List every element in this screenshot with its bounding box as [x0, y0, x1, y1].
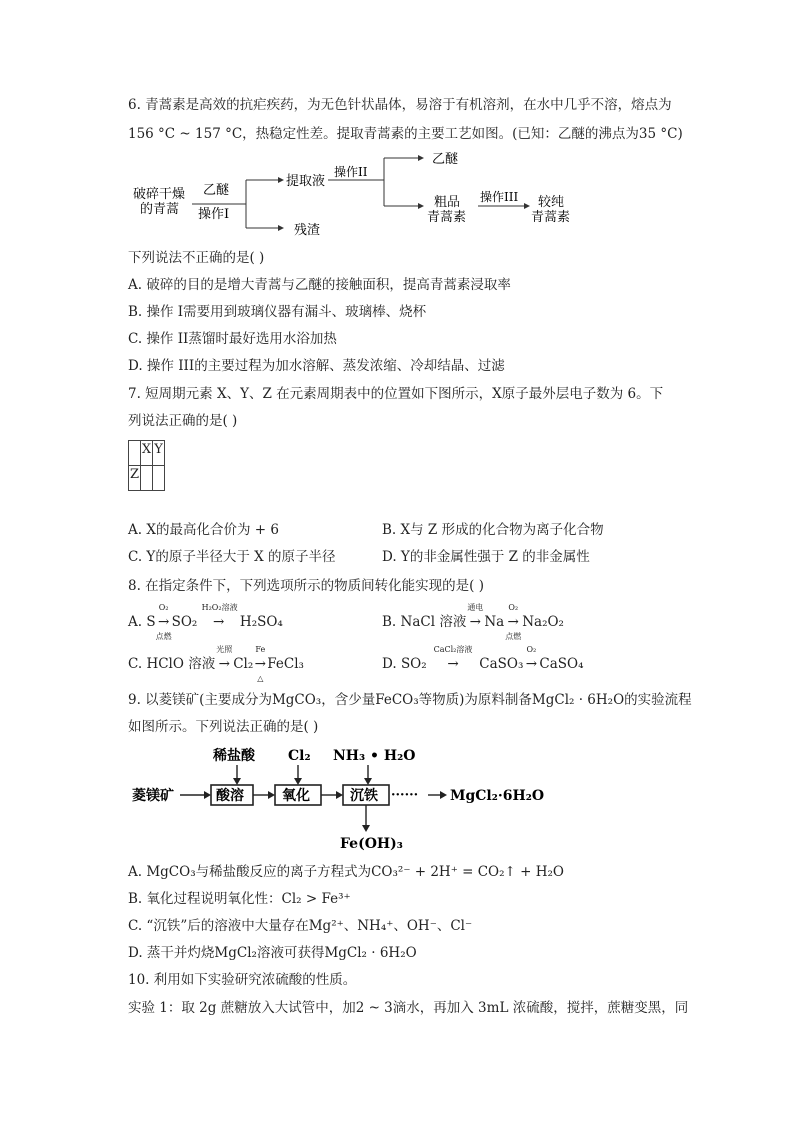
q6-flow-diagram	[128, 150, 588, 240]
reagent-nh3: NH₃ • H₂O	[333, 748, 416, 764]
reagent-hcl: 稀盐酸	[213, 748, 255, 764]
cell-y: Y	[153, 441, 165, 466]
q9-stem-line2: 如图所示。下列说法正确的是( )	[128, 719, 319, 735]
q7-option-c: C. Y的原子半径大于 X 的原子半径	[128, 549, 336, 565]
flow-pure-line1: 较纯	[538, 195, 565, 210]
flow-op1: 操作I	[198, 207, 230, 222]
flow-op3: 操作III	[480, 190, 519, 204]
flow-ether: 乙醚	[432, 152, 459, 167]
q6-option-d: D. 操作 III的主要过程为加水溶解、蒸发浓缩、冷却结晶、过滤	[128, 358, 505, 374]
periodic-table-fragment	[128, 440, 165, 491]
q7-option-a: A. X的最高化合价为 + 6	[128, 522, 279, 538]
box-acid-dissolve: 酸溶	[216, 788, 244, 804]
cell-z: Z	[129, 466, 141, 491]
q10-experiment1: 实验 1：取 2g 蔗糖放入大试管中，加2 ~ 3滴水，再加入 3mL 浓硫酸，搅拌，蔗糖变黑，同	[128, 1000, 689, 1016]
flow-start-line2: 的青蒿	[140, 202, 180, 217]
q6-stem-line1: 6. 青蒿素是高效的抗疟疾药，为无色针状晶体，易溶于有机溶剂，在水中几乎不溶，熔点为	[128, 97, 672, 113]
q6-stem-line2: 156 °C ~ 157 °C，热稳定性差。提取青蒿素的主要工艺如图。(已知：乙醚的沸点为35 °C)	[128, 126, 683, 142]
flow-extract: 提取液	[286, 174, 326, 189]
q7-option-d: D. Y的非金属性强于 Z 的非金属性	[382, 549, 590, 565]
flow-pure-line2: 青蒿素	[531, 210, 571, 225]
cell-empty	[129, 441, 141, 466]
q9-option-d: D. 蒸干并灼烧MgCl₂溶液可获得MgCl₂ · 6H₂O	[128, 945, 417, 961]
q9-flow-diagram	[128, 740, 548, 855]
reagent-cl2: Cl₂	[288, 748, 311, 764]
q6-option-b: B. 操作 I需要用到玻璃仪器有漏斗、玻璃棒、烧杯	[128, 304, 427, 320]
q10-stem: 10. 利用如下实验研究浓硫酸的性质。	[128, 972, 357, 988]
flow-crude-line1: 粗品	[434, 195, 461, 210]
flow-residue: 残渣	[294, 223, 321, 238]
box-oxidize: 氧化	[282, 788, 310, 804]
cell-empty	[141, 466, 153, 491]
q7-option-b: B. X与 Z 形成的化合物为离子化合物	[382, 522, 604, 538]
q6-option-c: C. 操作 II蒸馏时最好选用水浴加热	[128, 331, 337, 347]
q8-option-b: B. NaCl 溶液 通电 → Na O₂ → 点燃 Na₂O₂	[382, 603, 564, 641]
q9-option-c: C. “沉铁”后的溶液中大量存在Mg²⁺、NH₄⁺、OH⁻、Cl⁻	[128, 918, 473, 934]
cell-empty	[153, 466, 165, 491]
q7-stem-line2: 列说法正确的是( )	[128, 413, 238, 429]
raw-material: 菱镁矿	[132, 788, 174, 804]
q8-option-a: A. S O₂ → 点燃 SO₂ H₂O₂溶液 → H₂SO₄	[128, 603, 283, 641]
flow-dots: ······	[391, 788, 419, 803]
box-precipitate-iron: 沉铁	[350, 788, 378, 804]
flow-start-line1: 破碎干燥	[133, 187, 186, 202]
q8-stem: 8. 在指定条件下，下列选项所示的物质间转化能实现的是( )	[128, 578, 484, 594]
q8-option-d: D. SO₂ CaCl₂溶液 → CaSO₃ O₂ → CaSO₄	[382, 645, 584, 672]
q9-stem-line1: 9. 以菱镁矿(主要成分为MgCO₃，含少量FeCO₃等物质)为原料制备MgCl₂ · 6H₂O的实验流程	[128, 692, 692, 708]
precipitate: Fe(OH)₃	[340, 836, 403, 852]
flow-op2: 操作II	[334, 165, 368, 179]
product: MgCl₂·6H₂O	[450, 788, 545, 804]
flow-solvent: 乙醚	[203, 183, 230, 198]
q6-question: 下列说法不正确的是( )	[128, 250, 265, 266]
q7-stem-line1: 7. 短周期元素 X、Y、Z 在元素周期表中的位置如下图所示，X原子最外层电子数为 6。下	[128, 386, 664, 402]
q9-option-b: B. 氧化过程说明氧化性：Cl₂ > Fe³⁺	[128, 891, 351, 907]
q6-option-a: A. 破碎的目的是增大青蒿与乙醚的接触面积，提高青蒿素浸取率	[128, 277, 511, 293]
q9-option-a: A. MgCO₃与稀盐酸反应的离子方程式为CO₃²⁻ + 2H⁺ = CO₂↑ + H₂O	[128, 864, 564, 880]
flow-crude-line2: 青蒿素	[427, 210, 467, 225]
q8-option-c: C. HClO 溶液 光照 → Cl₂ Fe → △ FeCl₃	[128, 645, 304, 683]
cell-x: X	[141, 441, 153, 466]
